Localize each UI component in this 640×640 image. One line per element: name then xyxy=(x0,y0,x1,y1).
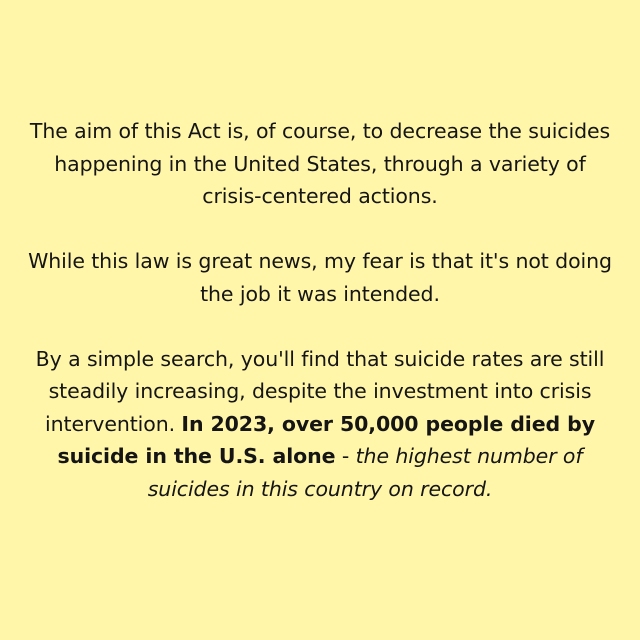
paragraph-law-concern: While this law is great news, my fear is that it's not doing the job it was intended. xyxy=(28,249,612,306)
bold-statistic: In 2023, over 50,000 people died by suicide in the U.S. alone xyxy=(57,411,595,468)
statistics-intro-text: By a simple search, you'll find that suicide rates are still steadily increasing, despite the investment into crisis intervention. xyxy=(35,346,605,436)
paragraph-act-aim: The aim of this Act is, of course, to decrease the suicides happening in the United States, through a variety of crisis-centered actions. xyxy=(29,119,611,208)
italic-record-note: the highest number of suicides in this country on record. xyxy=(147,444,583,501)
statistics-separator: - xyxy=(335,444,356,468)
paragraph-suicide-statistics xyxy=(22,343,618,506)
body-text xyxy=(22,115,618,505)
